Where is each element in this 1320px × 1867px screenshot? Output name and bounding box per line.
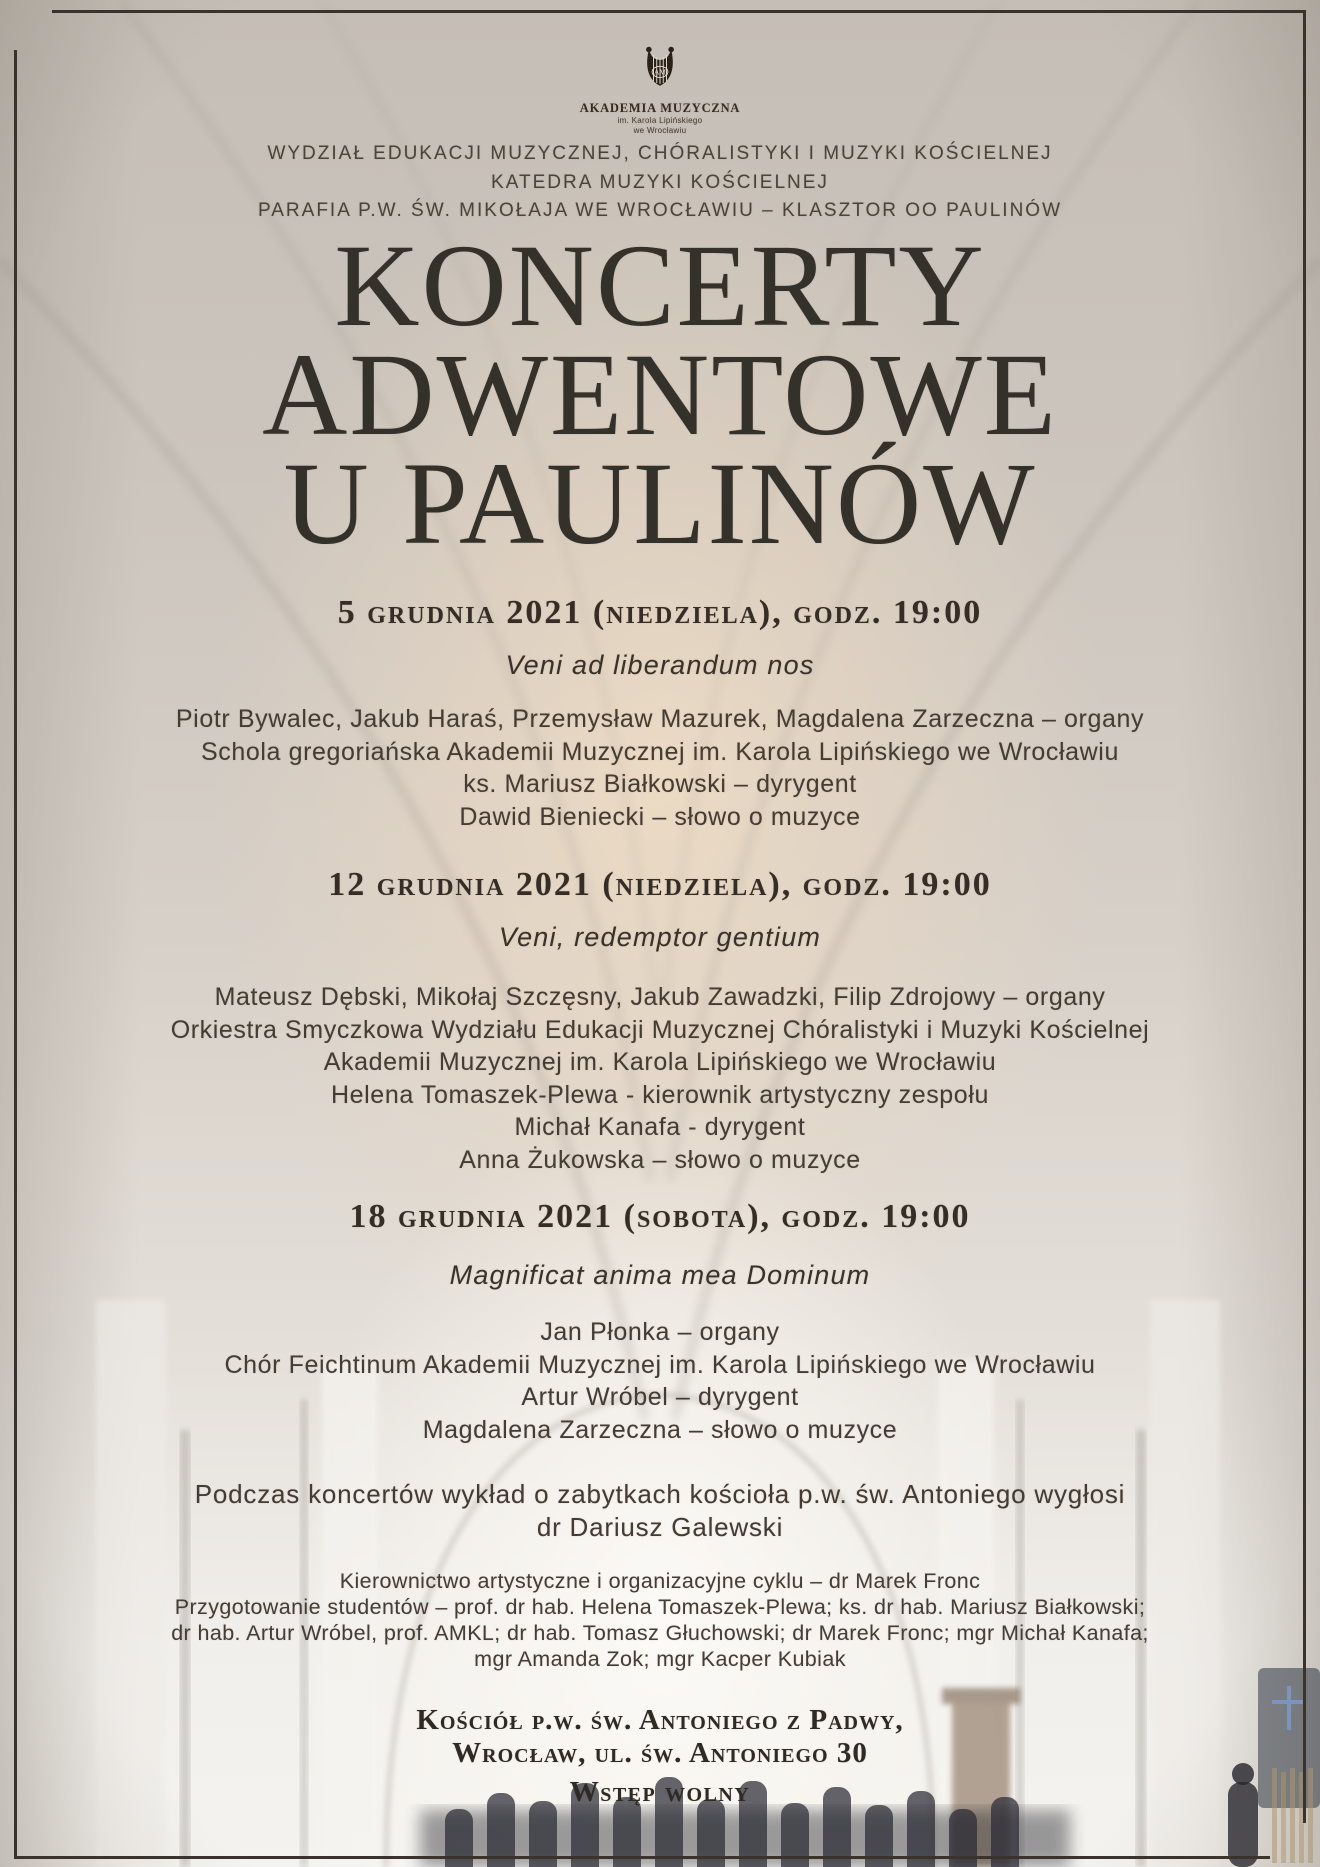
concert3-performer-line: Chór Feichtinum Akademii Muzycznej im. Karola Lipińskiego we Wrocławiu [224,1350,1096,1379]
poster-title [0,220,1320,569]
concert1-date: 5 grudnia 2021 (niedziela), godz. 19:00 [337,594,983,631]
concert2-performer-line: Akademii Muzycznej im. Karola Lipińskiego we Wrocławiu [323,1048,997,1076]
lecture-line-1: Podczas koncertów wykład o zabytkach kościoła p.w. św. Antoniego wygłosi [194,1479,1126,1509]
concert3-performers [0,1316,1320,1446]
concert1-performer-line: Piotr Bywalec, Jakub Haraś, Przemysław Mazurek, Magdalena Zarzeczna – organy [175,705,1145,733]
concert2-performers [0,981,1320,1176]
concert2-performer-line: Orkiestra Smyczkowa Wydziału Edukacji Muzycznej Chóralistyki i Muzyki Kościelnej [170,1015,1150,1044]
lecture-line-2: dr Dariusz Galewski [536,1512,784,1542]
venue-line-1: Kościół p.w. św. Antoniego z Padwy, [416,1704,904,1736]
title-line-3: U PAULINÓW [283,438,1037,569]
concert2-performer-line: Michał Kanafa - dyrygent [514,1113,806,1141]
lecture-note [0,1478,1320,1544]
concert1-performer-line: Dawid Bieniecki – słowo o muzyce [459,802,861,831]
academy-logo [0,44,1320,135]
credits-line-1: Kierownictwo artystyczne i organizacyjne cyklu – dr Marek Fronc [339,1569,981,1593]
concert3-performer-line: Artur Wróbel – dyrygent [521,1383,799,1411]
title-line-1: KONCERTY [334,220,986,351]
concert3-piece-title: Magnificat anima mea Dominum [449,1260,871,1290]
concert2-performer-line: Anna Żukowska – słowo o muzyce [459,1145,861,1174]
credits [0,1568,1320,1672]
concert1-performer-line: ks. Mariusz Białkowski – dyrygent [463,770,857,798]
credits-line-3: dr hab. Artur Wróbel, prof. AMKL; dr hab. Tomasz Głuchowski; dr Marek Fronc; mgr Michał Kanafa; [171,1621,1149,1645]
concert3-performer-line: Magdalena Zarzeczna – słowo o muzyce [422,1415,898,1444]
academy-name: AKADEMIA MUZYCZNA [579,101,741,115]
concert1-piece-title: Veni ad liberandum nos [505,650,815,680]
concert3-date: 18 grudnia 2021 (sobota), godz. 19:00 [349,1198,971,1235]
concert1-performers [0,703,1320,833]
concert2-date: 12 grudnia 2021 (niedziela), godz. 19:00 [328,866,992,903]
organizer-line-1: WYDZIAŁ EDUKACJI MUZYCZNEJ, CHÓRALISTYKI I MUZYKI KOŚCIELNEJ [267,143,1053,164]
lyre-monogram: AM [654,67,666,77]
organizer-line-2: KATEDRA MUZYKI KOŚCIELNEJ [491,171,829,193]
organizer-lines [0,140,1320,226]
organizer-line-3: PARAFIA P.W. ŚW. MIKOŁAJA WE WROCŁAWIU – KLASZTOR OO PAULINÓW [257,200,1062,221]
venue [0,1704,1320,1770]
lyre-icon [641,44,679,96]
academy-sub2: we Wrocławiu [633,125,687,135]
venue-line-2: Wrocław, ul. św. Antoniego 30 [452,1737,868,1769]
concert2-performer-line: Mateusz Dębski, Mikołaj Szczęsny, Jakub Zawadzki, Filip Zdrojowy – organy [214,983,1106,1011]
concert1-performer-line: Schola gregoriańska Akademii Muzycznej im. Karola Lipińskiego we Wrocławiu [201,737,1119,766]
credits-line-4: mgr Amanda Zok; mgr Kacper Kubiak [474,1647,846,1671]
concert2-piece-title: Veni, redemptor gentium [498,922,822,952]
academy-sub1: im. Karola Lipińskiego [617,116,703,125]
credits-line-2: Przygotowanie studentów – prof. dr hab. Helena Tomaszek-Plewa; ks. dr hab. Mariusz Białkowski; [174,1595,1146,1619]
concert2-performer-line: Helena Tomaszek-Plewa - kierownik artystyczny zespołu [331,1080,989,1109]
title-line-2: ADWENTOWE [262,329,1058,460]
concert3-performer-line: Jan Płonka – organy [540,1318,780,1346]
admission-note: Wstęp wolny [569,1776,751,1808]
